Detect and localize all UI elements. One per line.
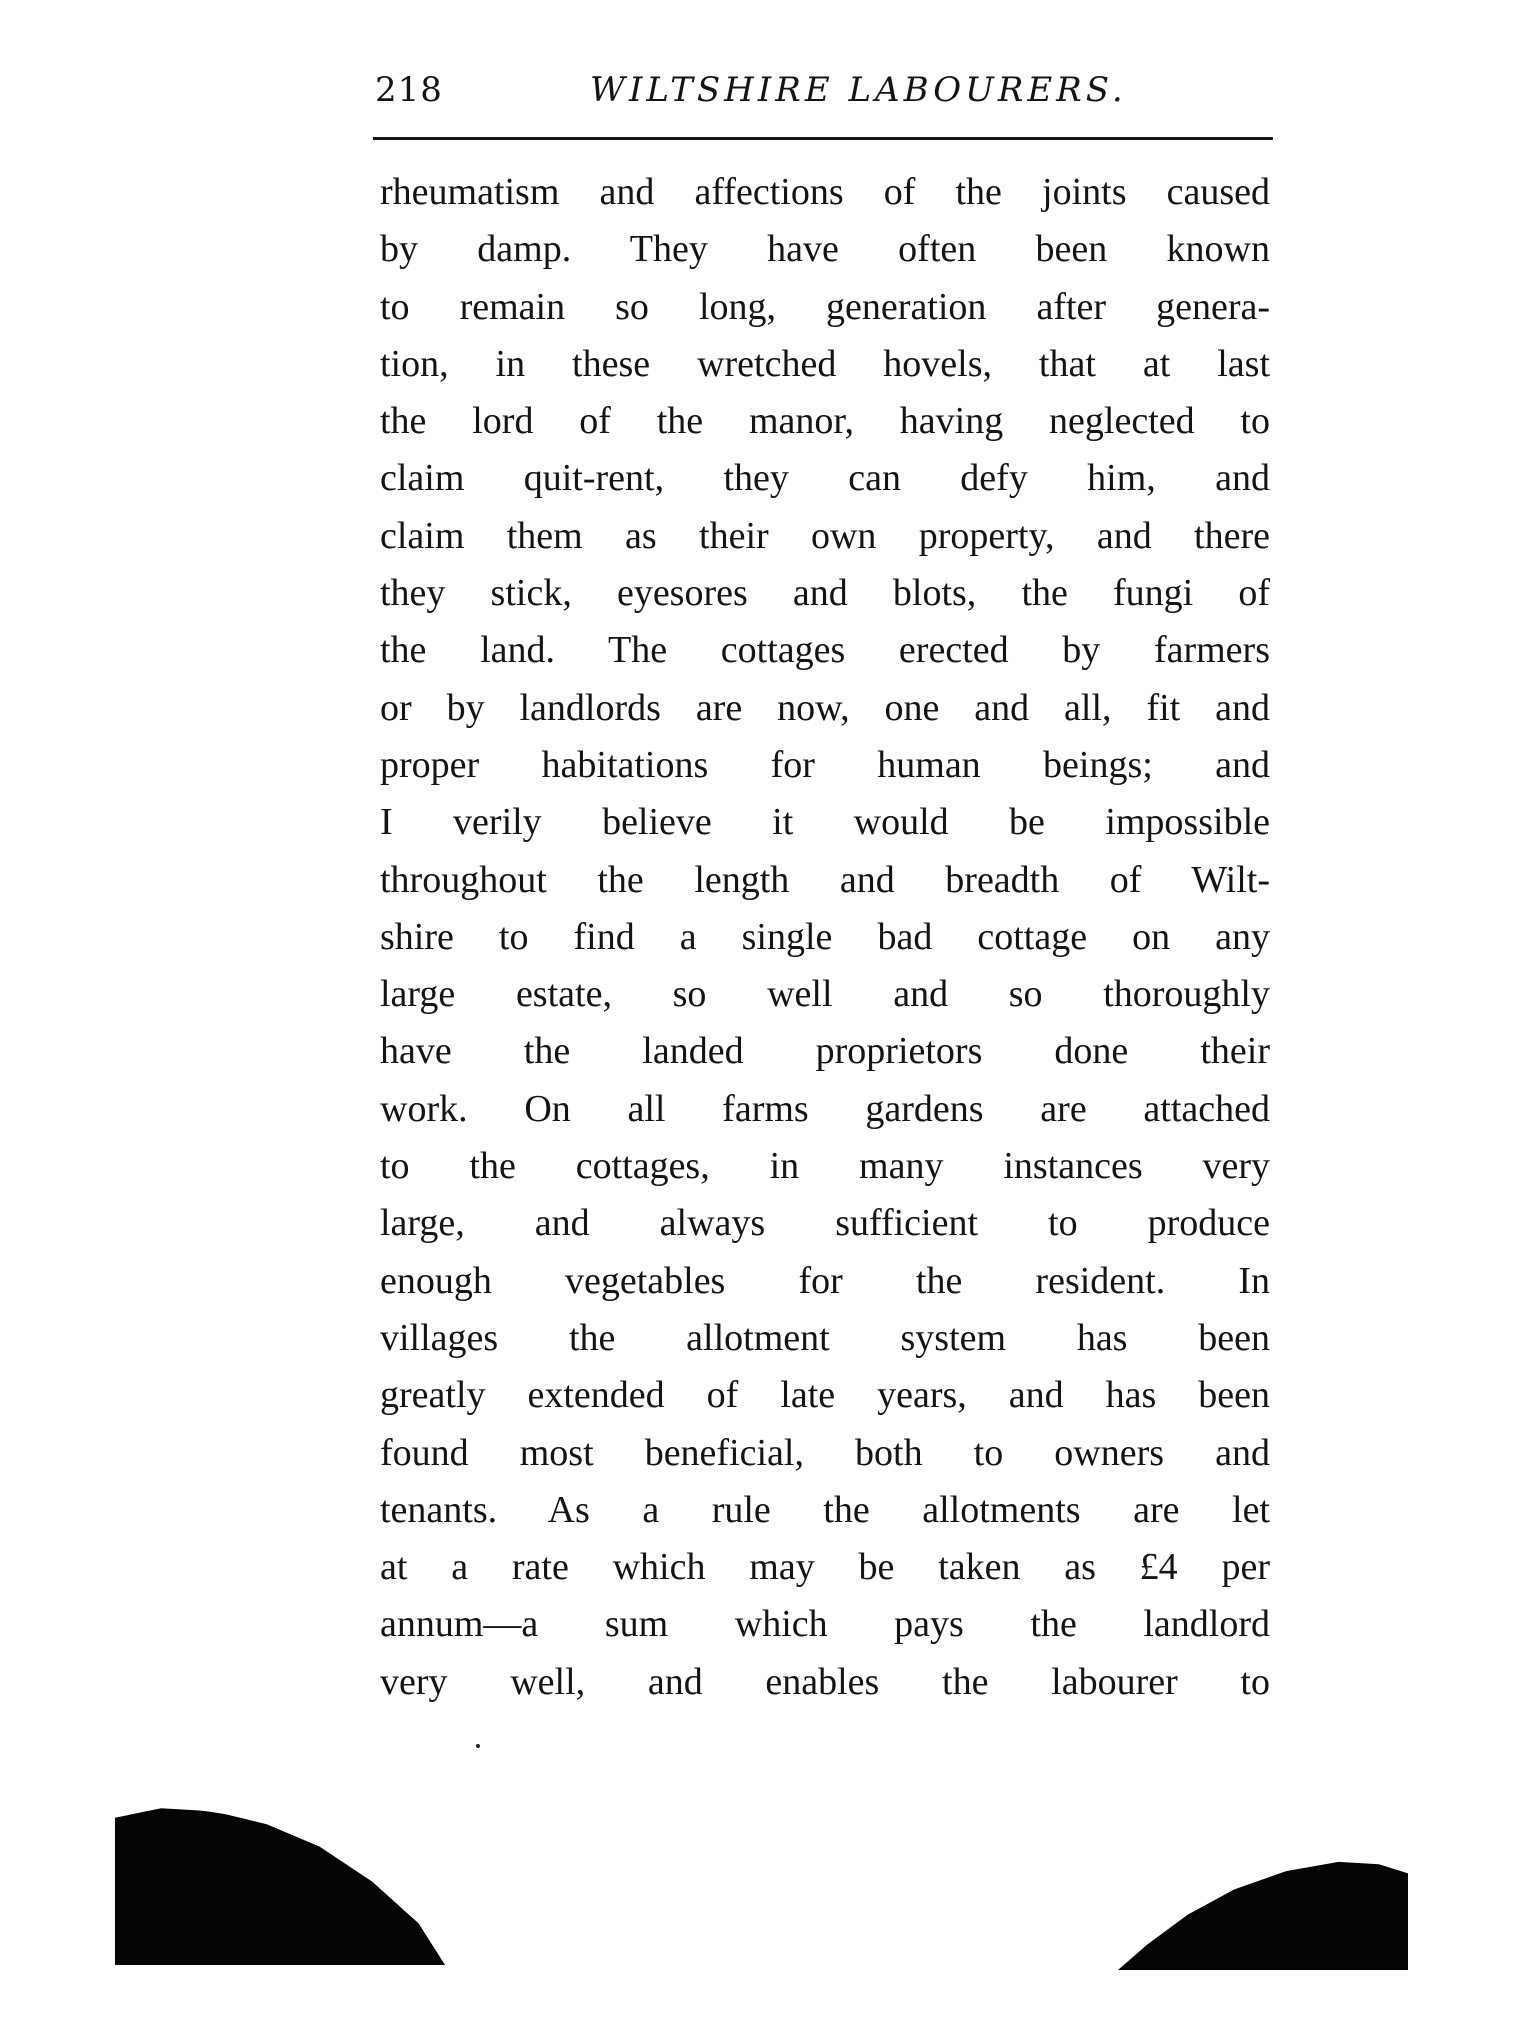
text-line: large, and always sufficient to produce bbox=[380, 1202, 1270, 1245]
text-line: to remain so long, generation after genera- bbox=[380, 285, 1270, 328]
text-line: at a rate which may be taken as £4 per bbox=[380, 1546, 1270, 1589]
text-line: the lord of the manor, having neglected to bbox=[380, 400, 1270, 443]
text-line: to the cottages, in many instances very bbox=[380, 1145, 1270, 1188]
text-line: annum—a sum which pays the landlord bbox=[380, 1603, 1270, 1646]
page-number: 218 bbox=[375, 70, 443, 110]
text-line: found most beneficial, both to owners and bbox=[380, 1431, 1270, 1474]
body-text bbox=[380, 164, 1270, 1711]
text-line: the land. The cottages erected by farmers bbox=[380, 629, 1270, 672]
text-line: villages the allotment system has been bbox=[380, 1316, 1270, 1359]
text-line: I verily believe it would be impossible bbox=[380, 801, 1270, 844]
text-line: tenants. As a rule the allotments are let bbox=[380, 1488, 1270, 1531]
scan-shadow-left bbox=[115, 1805, 445, 1965]
text-line: have the landed proprietors done their bbox=[380, 1030, 1270, 1073]
page-header bbox=[375, 66, 1270, 126]
text-line: proper habitations for human beings; and bbox=[380, 743, 1270, 786]
text-line: tion, in these wretched hovels, that at last bbox=[380, 342, 1270, 385]
text-line: work. On all farms gardens are attached bbox=[380, 1087, 1270, 1130]
text-line: rheumatism and affections of the joints caused bbox=[380, 171, 1270, 213]
text-line: shire to find a single bad cottage on any bbox=[380, 915, 1270, 958]
text-line: claim them as their own property, and there bbox=[380, 514, 1270, 557]
text-line: or by landlords are now, one and all, fit and bbox=[380, 686, 1270, 729]
text-line: greatly extended of late years, and has been bbox=[380, 1374, 1270, 1417]
running-title: WILTSHIRE LABOURERS. bbox=[590, 70, 1127, 110]
text-line: by damp. They have often been known bbox=[380, 228, 1270, 271]
text-line: very well, and enables the labourer to bbox=[380, 1660, 1270, 1703]
header-rule bbox=[373, 137, 1273, 140]
text-line: large estate, so well and so thoroughly bbox=[380, 973, 1270, 1016]
text-line: throughout the length and breadth of Wilt- bbox=[380, 858, 1270, 901]
text-line: they stick, eyesores and blots, the fungi of bbox=[380, 572, 1270, 615]
scan-shadow-right bbox=[1118, 1855, 1408, 1970]
text-line: enough vegetables for the resident. In bbox=[380, 1259, 1270, 1302]
stray-ink-mark bbox=[476, 1744, 480, 1748]
text-line: claim quit-rent, they can defy him, and bbox=[380, 457, 1270, 500]
